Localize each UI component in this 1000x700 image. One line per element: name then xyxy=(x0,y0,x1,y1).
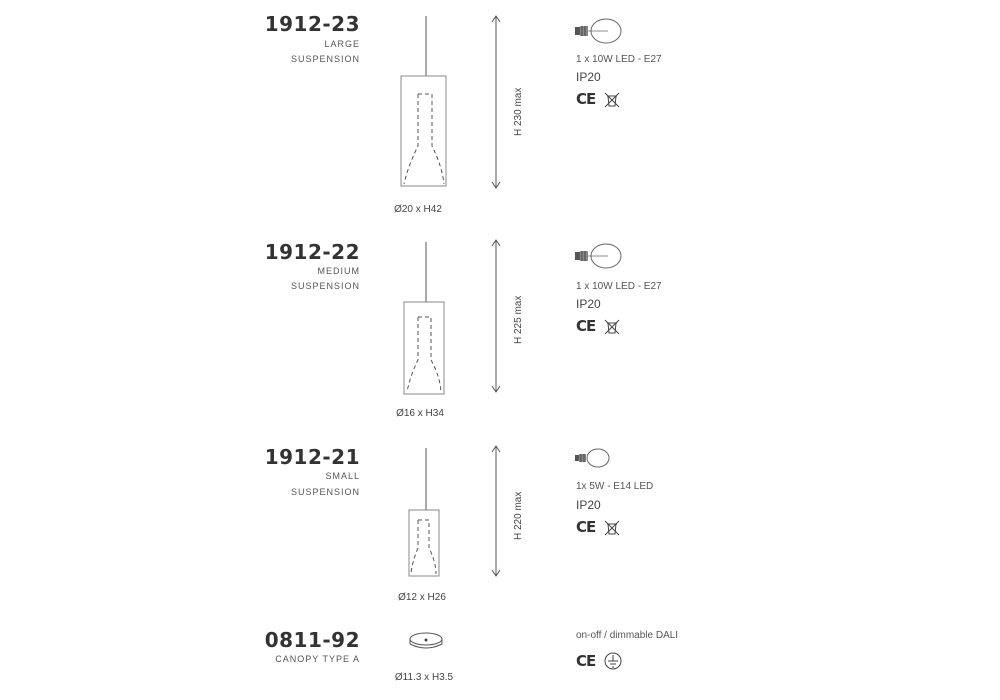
ip-rating: IP20 xyxy=(576,70,601,84)
weee-bin-icon xyxy=(605,92,619,108)
height-label: H 225 max xyxy=(513,295,524,344)
product-code: 1912-21 xyxy=(264,445,360,469)
canopy-icon xyxy=(406,630,446,654)
pendant-drawing-large xyxy=(396,16,456,196)
product-code: 1912-22 xyxy=(264,240,360,264)
product-size-label: MEDIUM xyxy=(317,266,360,276)
dimensions-label: Ø16 x H34 xyxy=(396,408,444,419)
dimensions-label: Ø20 x H42 xyxy=(394,204,442,215)
control-spec: on-off / dimmable DALI xyxy=(576,630,679,641)
height-dimension-arrow xyxy=(491,16,501,188)
ip-rating: IP20 xyxy=(576,297,601,311)
bulb-icon xyxy=(574,243,624,269)
height-dimension-arrow xyxy=(491,446,501,576)
earth-ground-icon xyxy=(604,652,622,670)
ip-rating: IP20 xyxy=(576,498,601,512)
product-type-label: CANOPY TYPE A xyxy=(275,654,360,664)
ce-mark-icon: CE xyxy=(576,90,596,108)
pendant-drawing-medium xyxy=(396,242,456,402)
ce-mark-icon: CE xyxy=(576,652,596,670)
product-code: 1912-23 xyxy=(264,12,360,36)
product-size-label: SMALL xyxy=(325,471,360,481)
product-code: 0811-92 xyxy=(264,628,360,652)
product-type-label: SUSPENSION xyxy=(290,487,360,497)
height-dimension-arrow xyxy=(491,240,501,392)
lamp-spec: 1 x 10W LED - E27 xyxy=(576,54,662,65)
product-type-label: SUSPENSION xyxy=(290,281,360,291)
small-bulb-icon xyxy=(574,448,614,468)
dimensions-label: Ø11.3 x H3.5 xyxy=(394,672,454,683)
height-label: H 230 max xyxy=(513,87,524,136)
weee-bin-icon xyxy=(605,319,619,335)
lamp-spec: 1x 5W - E14 LED xyxy=(576,481,654,492)
product-type-label: SUSPENSION xyxy=(290,54,360,64)
dimensions-label: Ø12 x H26 xyxy=(398,592,446,603)
height-label: H 220 max xyxy=(513,491,524,540)
lamp-spec: 1 x 10W LED - E27 xyxy=(576,281,662,292)
product-size-label: LARGE xyxy=(324,39,360,49)
pendant-drawing-small xyxy=(396,448,456,588)
ce-mark-icon: CE xyxy=(576,317,596,335)
ce-mark-icon: CE xyxy=(576,518,596,536)
weee-bin-icon xyxy=(605,520,619,536)
bulb-icon xyxy=(574,18,624,44)
